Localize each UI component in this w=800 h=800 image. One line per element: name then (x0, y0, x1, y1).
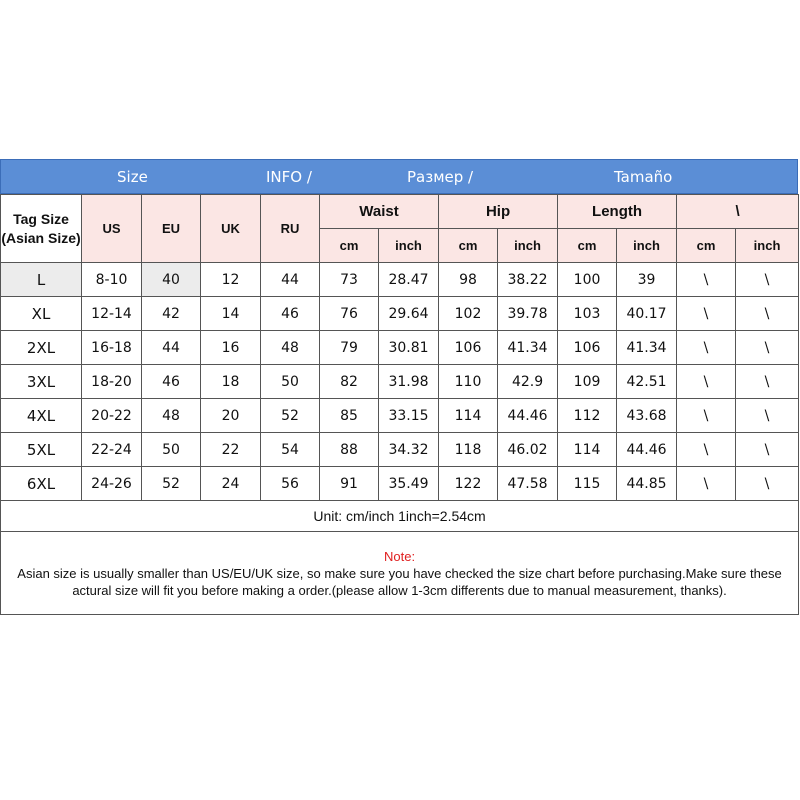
extra-inch-header: inch (736, 229, 799, 263)
table-cell: 54 (261, 433, 320, 467)
table-cell: 106 (558, 331, 617, 365)
table-row (1, 331, 799, 365)
table-cell: \ (736, 399, 799, 433)
banner-info: INFO / (266, 168, 312, 186)
table-cell: 40 (142, 263, 201, 297)
table-cell: 44 (261, 263, 320, 297)
banner-razmer: Размер / (407, 168, 474, 186)
size-label-cell: 4XL (1, 399, 82, 433)
table-cell: 44.46 (498, 399, 558, 433)
table-cell: 115 (558, 467, 617, 501)
hip-cm-header: cm (439, 229, 498, 263)
ru-header: RU (261, 195, 320, 263)
unit-line: Unit: cm/inch 1inch=2.54cm (1, 501, 799, 532)
table-row (1, 297, 799, 331)
table-row (1, 467, 799, 501)
table-cell: 52 (261, 399, 320, 433)
table-cell: 29.64 (379, 297, 439, 331)
table-cell: 48 (142, 399, 201, 433)
size-label-cell: 5XL (1, 433, 82, 467)
eu-header: EU (142, 195, 201, 263)
table-cell: \ (736, 467, 799, 501)
table-cell: 39 (617, 263, 677, 297)
banner-size: Size (117, 168, 148, 186)
table-cell: 122 (439, 467, 498, 501)
table-cell: 35.49 (379, 467, 439, 501)
table-cell: 106 (439, 331, 498, 365)
length-cm-header: cm (558, 229, 617, 263)
size-rows (1, 263, 799, 501)
table-cell: 34.32 (379, 433, 439, 467)
table-cell: \ (677, 467, 736, 501)
table-cell: 12 (201, 263, 261, 297)
table-cell: 102 (439, 297, 498, 331)
table-cell: 33.15 (379, 399, 439, 433)
waist-inch-header: inch (379, 229, 439, 263)
table-cell: 18 (201, 365, 261, 399)
table-cell: 47.58 (498, 467, 558, 501)
table-cell: \ (677, 297, 736, 331)
table-cell: \ (736, 331, 799, 365)
table-cell: 114 (439, 399, 498, 433)
table-cell: 42.51 (617, 365, 677, 399)
waist-cm-header: cm (320, 229, 379, 263)
table-cell: 39.78 (498, 297, 558, 331)
us-header: US (82, 195, 142, 263)
table-cell: \ (677, 331, 736, 365)
size-label-cell: XL (1, 297, 82, 331)
table-row (1, 263, 799, 297)
table-cell: 82 (320, 365, 379, 399)
table-cell: 42.9 (498, 365, 558, 399)
length-inch-header: inch (617, 229, 677, 263)
table-cell: 56 (261, 467, 320, 501)
table-cell: 73 (320, 263, 379, 297)
uk-header: UK (201, 195, 261, 263)
table-cell: 41.34 (617, 331, 677, 365)
table-cell: 31.98 (379, 365, 439, 399)
table-cell: 110 (439, 365, 498, 399)
table-cell: 85 (320, 399, 379, 433)
table-cell: 91 (320, 467, 379, 501)
note-title: Note: (383, 548, 416, 564)
table-cell: 43.68 (617, 399, 677, 433)
table-row (1, 365, 799, 399)
table-cell: 44.85 (617, 467, 677, 501)
table-cell: 100 (558, 263, 617, 297)
table-cell: 38.22 (498, 263, 558, 297)
table-cell: 40.17 (617, 297, 677, 331)
table-cell: 109 (558, 365, 617, 399)
table-cell: 16 (201, 331, 261, 365)
table-cell: 14 (201, 297, 261, 331)
table-cell: 103 (558, 297, 617, 331)
hip-header: Hip (439, 195, 558, 229)
table-row (1, 433, 799, 467)
tag-size-header: Tag Size (Asian Size) (1, 195, 82, 263)
table-cell: 88 (320, 433, 379, 467)
table-cell: 44.46 (617, 433, 677, 467)
table-cell: 24 (201, 467, 261, 501)
size-label-cell: 2XL (1, 331, 82, 365)
table-cell: 41.34 (498, 331, 558, 365)
table-cell: 22 (201, 433, 261, 467)
table-cell: 112 (558, 399, 617, 433)
size-chart (0, 159, 798, 615)
table-cell: 50 (261, 365, 320, 399)
table-cell: 44 (142, 331, 201, 365)
length-header: Length (558, 195, 677, 229)
table-cell: 20 (201, 399, 261, 433)
table-cell: 28.47 (379, 263, 439, 297)
waist-header: Waist (320, 195, 439, 229)
table-cell: 52 (142, 467, 201, 501)
table-cell: 46 (142, 365, 201, 399)
table-cell: \ (736, 263, 799, 297)
banner-tamano: Tamaño (614, 168, 673, 186)
table-cell: \ (677, 399, 736, 433)
table-cell: 114 (558, 433, 617, 467)
size-label-cell: 3XL (1, 365, 82, 399)
note-text: Asian size is usually smaller than US/EU/UK size, so make sure you have checked the size chart before purchasing.Make sure these actural size will fit you before making a order.(please allow 1-3cm differents due to manual measurement, thanks). (17, 565, 782, 598)
table-cell: 118 (439, 433, 498, 467)
table-cell: 30.81 (379, 331, 439, 365)
table-cell: 46.02 (498, 433, 558, 467)
table-cell: 79 (320, 331, 379, 365)
note-block (1, 532, 799, 615)
size-info-banner (0, 159, 798, 194)
table-cell: 48 (261, 331, 320, 365)
table-cell: \ (736, 297, 799, 331)
table-cell: 24-26 (82, 467, 142, 501)
table-cell: 16-18 (82, 331, 142, 365)
table-cell: \ (736, 365, 799, 399)
extra-header: \ (677, 195, 799, 229)
table-cell: 42 (142, 297, 201, 331)
table-cell: 20-22 (82, 399, 142, 433)
table-cell: 76 (320, 297, 379, 331)
table-row (1, 399, 799, 433)
table-cell: \ (677, 365, 736, 399)
table-cell: 22-24 (82, 433, 142, 467)
table-cell: 98 (439, 263, 498, 297)
hip-inch-header: inch (498, 229, 558, 263)
table-cell: \ (677, 263, 736, 297)
size-label-cell: 6XL (1, 467, 82, 501)
table-cell: 8-10 (82, 263, 142, 297)
size-label-cell: L (1, 263, 82, 297)
table-cell: \ (736, 433, 799, 467)
table-cell: 50 (142, 433, 201, 467)
table-cell: \ (677, 433, 736, 467)
table-cell: 12-14 (82, 297, 142, 331)
size-table (0, 194, 799, 615)
extra-cm-header: cm (677, 229, 736, 263)
table-cell: 46 (261, 297, 320, 331)
table-cell: 18-20 (82, 365, 142, 399)
